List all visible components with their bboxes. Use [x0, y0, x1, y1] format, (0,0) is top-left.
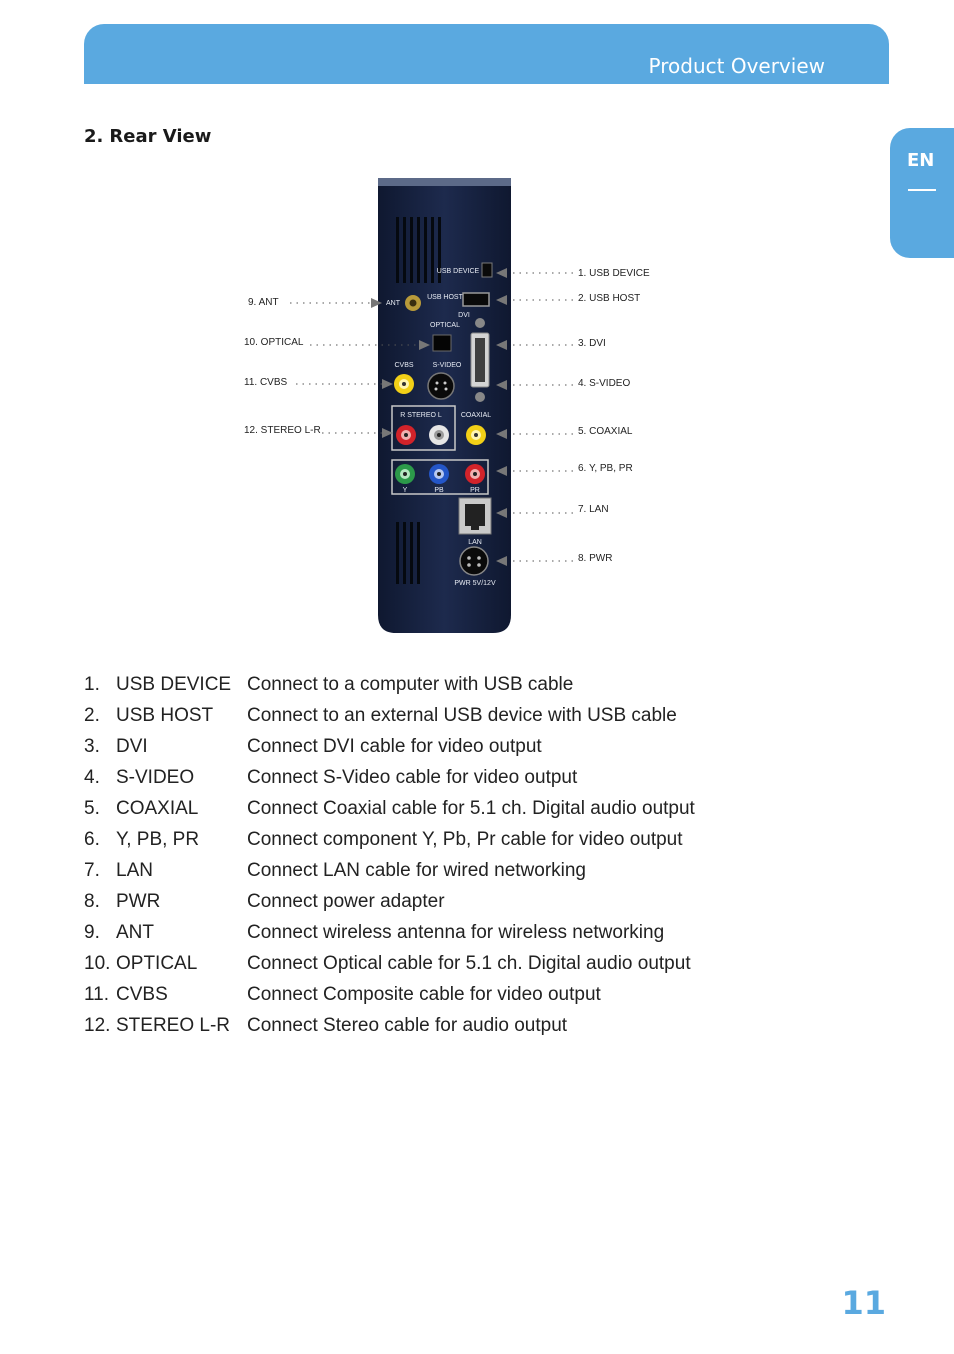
callout-optical: 10. OPTICAL — [244, 337, 304, 348]
list-item-number: 4. — [84, 767, 100, 788]
rear-panel-illustration — [240, 175, 660, 640]
list-item-name: S-VIDEO — [116, 767, 195, 788]
label-pr: PR — [470, 487, 480, 494]
callout-pwr: 8. PWR — [578, 553, 613, 564]
callout-ypbpr: 6. Y, PB, PR — [578, 463, 633, 474]
label-lan: LAN — [468, 539, 482, 546]
label-stereo: R STEREO L — [400, 412, 442, 419]
cvbs-connector — [394, 374, 414, 394]
list-item-description: Connect Coaxial cable for 5.1 ch. Digital audio output — [247, 798, 695, 819]
list-item-name: COAXIAL — [116, 798, 199, 819]
list-item-name: USB HOST — [116, 705, 214, 726]
stereo-right-connector — [396, 425, 416, 445]
label-dvi: DVI — [458, 312, 470, 319]
list-item-description: Connect component Y, Pb, Pr cable for video output — [247, 829, 683, 850]
ant-connector — [405, 295, 421, 311]
list-item-name: USB DEVICE — [116, 674, 232, 695]
callout-usb-device: 1. USB DEVICE — [578, 268, 650, 279]
list-item-number: 7. — [84, 860, 100, 881]
header-bar — [84, 24, 889, 84]
label-cvbs: CVBS — [394, 362, 414, 369]
label-y: Y — [402, 487, 408, 494]
list-item-number: 6. — [84, 829, 100, 850]
page-header-title: Product Overview — [648, 54, 825, 78]
callout-cvbs: 11. CVBS — [244, 377, 288, 388]
callout-usb-host: 2. USB HOST — [578, 293, 641, 304]
rear-view-diagram — [240, 175, 660, 640]
list-item-number: 10. — [84, 953, 111, 974]
pwr-connector — [460, 547, 488, 575]
language-tab[interactable] — [890, 128, 954, 258]
callout-lan: 7. LAN — [578, 504, 609, 515]
list-item-name: PWR — [116, 891, 161, 912]
section-heading — [84, 126, 211, 147]
component-pb-connector — [429, 464, 449, 484]
usb-host-port — [463, 293, 489, 306]
list-item-number: 8. — [84, 891, 100, 912]
list-item-name: OPTICAL — [116, 953, 198, 974]
list-item-description: Connect S-Video cable for video output — [247, 767, 578, 788]
list-item-description: Connect Stereo cable for audio output — [247, 1015, 568, 1036]
list-item-number: 12. — [84, 1015, 111, 1036]
component-y-connector — [395, 464, 415, 484]
coaxial-connector — [466, 425, 486, 445]
label-pwr: PWR 5V/12V — [454, 580, 496, 587]
label-usb-device: USB DEVICE — [436, 268, 480, 275]
callout-s-video: 4. S-VIDEO — [578, 378, 631, 389]
component-pr-connector — [465, 464, 485, 484]
list-item-description: Connect to an external USB device with USB cable — [247, 705, 677, 726]
list-item-name: STEREO L-R — [116, 1015, 231, 1036]
list-item-description: Connect Composite cable for video output — [247, 984, 601, 1005]
label-ant: ANT — [386, 300, 400, 307]
label-s-video: S-VIDEO — [432, 362, 462, 369]
callout-stereo: 12. STEREO L-R — [244, 425, 321, 436]
list-item-number: 11. — [84, 984, 110, 1005]
callout-dvi: 3. DVI — [578, 338, 606, 349]
language-tab-label: EN — [907, 150, 935, 171]
label-optical: OPTICAL — [430, 322, 460, 329]
list-item-number: 2. — [84, 705, 100, 726]
callout-ant: 9. ANT — [248, 297, 279, 308]
list-item-description: Connect LAN cable for wired networking — [247, 860, 587, 881]
list-item-number: 1. — [84, 674, 100, 695]
stereo-left-connector — [429, 425, 449, 445]
list-item-number: 5. — [84, 798, 100, 819]
label-usb-host: USB HOST — [427, 294, 463, 301]
device-top-edge — [378, 178, 511, 186]
page-number: 11 — [841, 1284, 886, 1322]
list-item-number: 3. — [84, 736, 100, 757]
list-item-name: Y, PB, PR — [116, 829, 200, 850]
section-number: 2. — [84, 126, 104, 147]
section-title: Rear View — [109, 126, 212, 147]
usb-device-port — [482, 263, 492, 277]
optical-port — [433, 335, 451, 351]
s-video-connector — [428, 373, 454, 399]
list-item-description: Connect Optical cable for 5.1 ch. Digital audio output — [247, 953, 691, 974]
list-item-number: 9. — [84, 922, 100, 943]
label-pb: PB — [434, 487, 444, 494]
lan-port — [459, 498, 491, 534]
language-tab-underline — [908, 189, 936, 191]
list-item-description: Connect power adapter — [247, 891, 445, 912]
list-item-name: LAN — [116, 860, 153, 881]
list-item-name: DVI — [116, 736, 148, 757]
list-item-name: CVBS — [116, 984, 168, 1005]
list-item-description: Connect DVI cable for video output — [247, 736, 542, 757]
list-item-description: Connect to a computer with USB cable — [247, 674, 574, 695]
list-item-name: ANT — [116, 922, 154, 943]
list-item-description: Connect wireless antenna for wireless networking — [247, 922, 665, 943]
callout-coaxial: 5. COAXIAL — [578, 426, 633, 437]
label-coaxial: COAXIAL — [460, 412, 492, 419]
